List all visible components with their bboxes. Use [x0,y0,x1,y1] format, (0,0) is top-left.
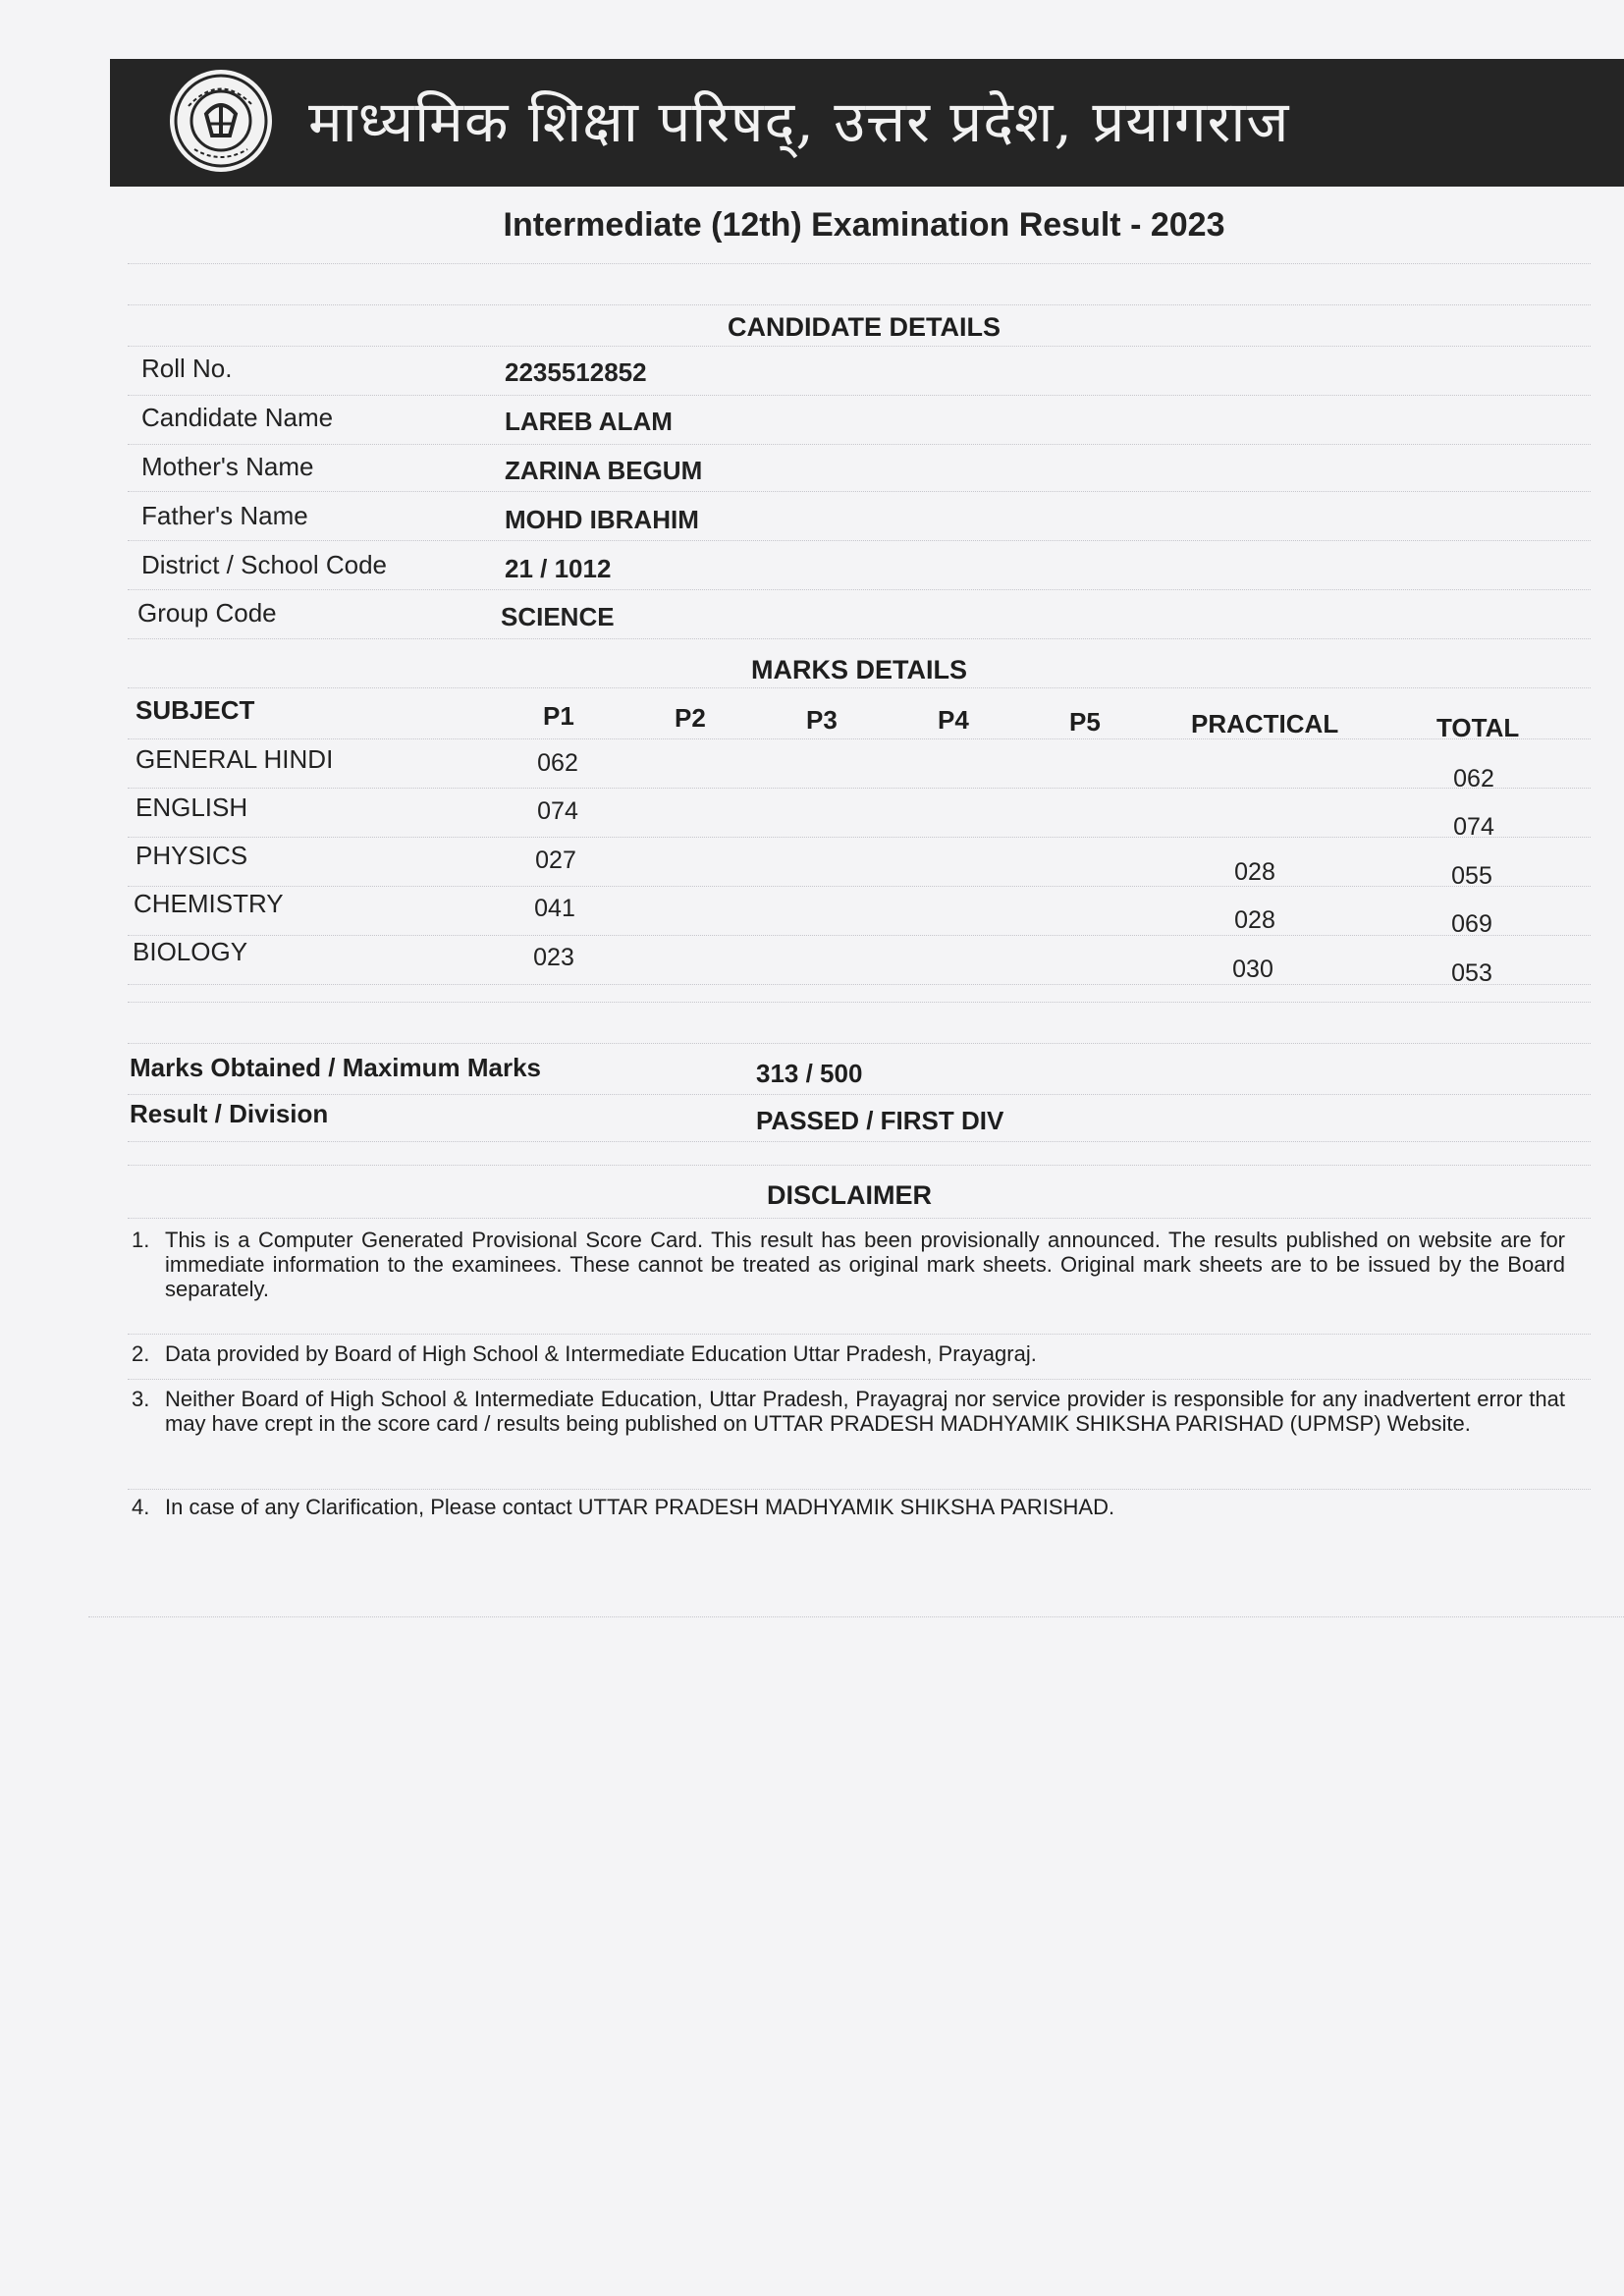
candidate-name-label: Candidate Name [141,403,334,432]
marks-details-heading: MARKS DETAILS [751,655,967,684]
divider [88,1616,1624,1617]
mothers-name-label: Mother's Name [141,452,314,481]
disclaimer-item-number: 2. [132,1341,150,1366]
fathers-name-value: MOHD IBRAHIM [505,505,699,534]
divider [128,1334,1591,1335]
column-header-p4: P4 [938,705,969,735]
disclaimer-item-text: Neither Board of High School & Intermediate Education, Uttar Pradesh, Prayagraj nor service provider is responsible for any inadvertent error that may have crept in the score card / results being published on UTTAR PRADESH MADHYAMIK SHIKSHA PARISHAD (UPMSP) Website. [165,1387,1565,1436]
divider [128,1379,1591,1380]
divider [128,1218,1591,1219]
mark-biology-practical: 030 [1232,956,1273,983]
header-title: माध्यमिक शिक्षा परिषद्, उत्तर प्रदेश, प्रयागराज [308,88,1290,155]
roll-no-label: Roll No. [141,354,233,383]
disclaimer-item-text: Data provided by Board of High School & Intermediate Education Uttar Pradesh, Prayagraj. [165,1341,1037,1366]
disclaimer-heading: DISCLAIMER [767,1180,932,1210]
divider [128,540,1591,541]
divider [128,1094,1591,1095]
subject-biology: BIOLOGY [133,937,248,966]
divider [128,1002,1591,1003]
result-division-label: Result / Division [130,1099,329,1128]
divider [128,984,1591,985]
candidate-name-value: LAREB ALAM [505,407,673,436]
disclaimer-item [132,1387,1565,1436]
subject-chemistry: CHEMISTRY [134,889,284,918]
divider [128,788,1591,789]
divider [128,935,1591,936]
upmsp-emblem-icon [167,67,275,175]
column-header-total: TOTAL [1436,713,1520,742]
disclaimer-item [132,1228,1565,1301]
column-header-practical: PRACTICAL [1191,709,1339,738]
column-header-p5: P5 [1069,707,1101,737]
district-school-code-value: 21 / 1012 [505,554,612,583]
mark-physics-practical: 028 [1234,858,1275,886]
subject-english: ENGLISH [135,793,248,822]
mark-biology-total: 053 [1451,959,1492,987]
divider [128,638,1591,639]
divider [128,738,1591,739]
column-header-p2: P2 [675,703,706,733]
disclaimer-item-text: In case of any Clarification, Please contact UTTAR PRADESH MADHYAMIK SHIKSHA PARISHAD. [165,1495,1115,1519]
fathers-name-label: Father's Name [141,501,308,530]
district-school-code-label: District / School Code [141,550,387,579]
mark-english-p1: 074 [537,797,578,825]
marks-obtained-value: 313 / 500 [756,1059,863,1088]
disclaimer-item-number: 1. [132,1228,150,1252]
column-header-p3: P3 [806,705,838,735]
roll-no-value: 2235512852 [505,357,647,387]
disclaimer-item-number: 3. [132,1387,150,1411]
divider [128,687,1591,688]
divider [128,444,1591,445]
column-header-subject: SUBJECT [135,695,255,725]
mark-general-hindi-p1: 062 [537,749,578,777]
mark-english-total: 074 [1453,813,1494,841]
group-code-value: SCIENCE [501,602,615,631]
document-title: Intermediate (12th) Examination Result - 2023 [503,206,1225,244]
divider [128,1043,1591,1044]
group-code-label: Group Code [137,598,277,628]
divider [128,346,1591,347]
divider [128,1165,1591,1166]
result-division-value: PASSED / FIRST DIV [756,1106,1004,1135]
column-header-p1: P1 [543,701,574,731]
subject-physics: PHYSICS [135,841,248,870]
divider [128,1141,1591,1142]
mark-biology-p1: 023 [533,944,574,971]
divider [128,837,1591,838]
disclaimer-item-text: This is a Computer Generated Provisional Score Card. This result has been provisionally announced. The results published on website are for immediate information to the examinees. These cannot be treated as original mark sheets. Original mark sheets are to be issued by the Board separately. [165,1228,1565,1301]
candidate-details-heading: CANDIDATE DETAILS [728,312,1001,342]
divider [128,1489,1591,1490]
mothers-name-value: ZARINA BEGUM [505,456,703,485]
mark-physics-p1: 027 [535,847,576,874]
marks-obtained-label: Marks Obtained / Maximum Marks [130,1053,542,1082]
header-bar [110,59,1624,187]
mark-physics-total: 055 [1451,862,1492,890]
divider [128,304,1591,305]
divider [128,886,1591,887]
divider [128,263,1591,264]
mark-chemistry-p1: 041 [534,895,575,922]
mark-general-hindi-total: 062 [1453,765,1494,793]
disclaimer-item [132,1495,1565,1519]
disclaimer-item [132,1341,1565,1366]
divider [128,491,1591,492]
mark-chemistry-practical: 028 [1234,906,1275,934]
mark-chemistry-total: 069 [1451,910,1492,938]
subject-general-hindi: GENERAL HINDI [135,744,334,774]
divider [128,589,1591,590]
divider [128,395,1591,396]
disclaimer-item-number: 4. [132,1495,150,1519]
